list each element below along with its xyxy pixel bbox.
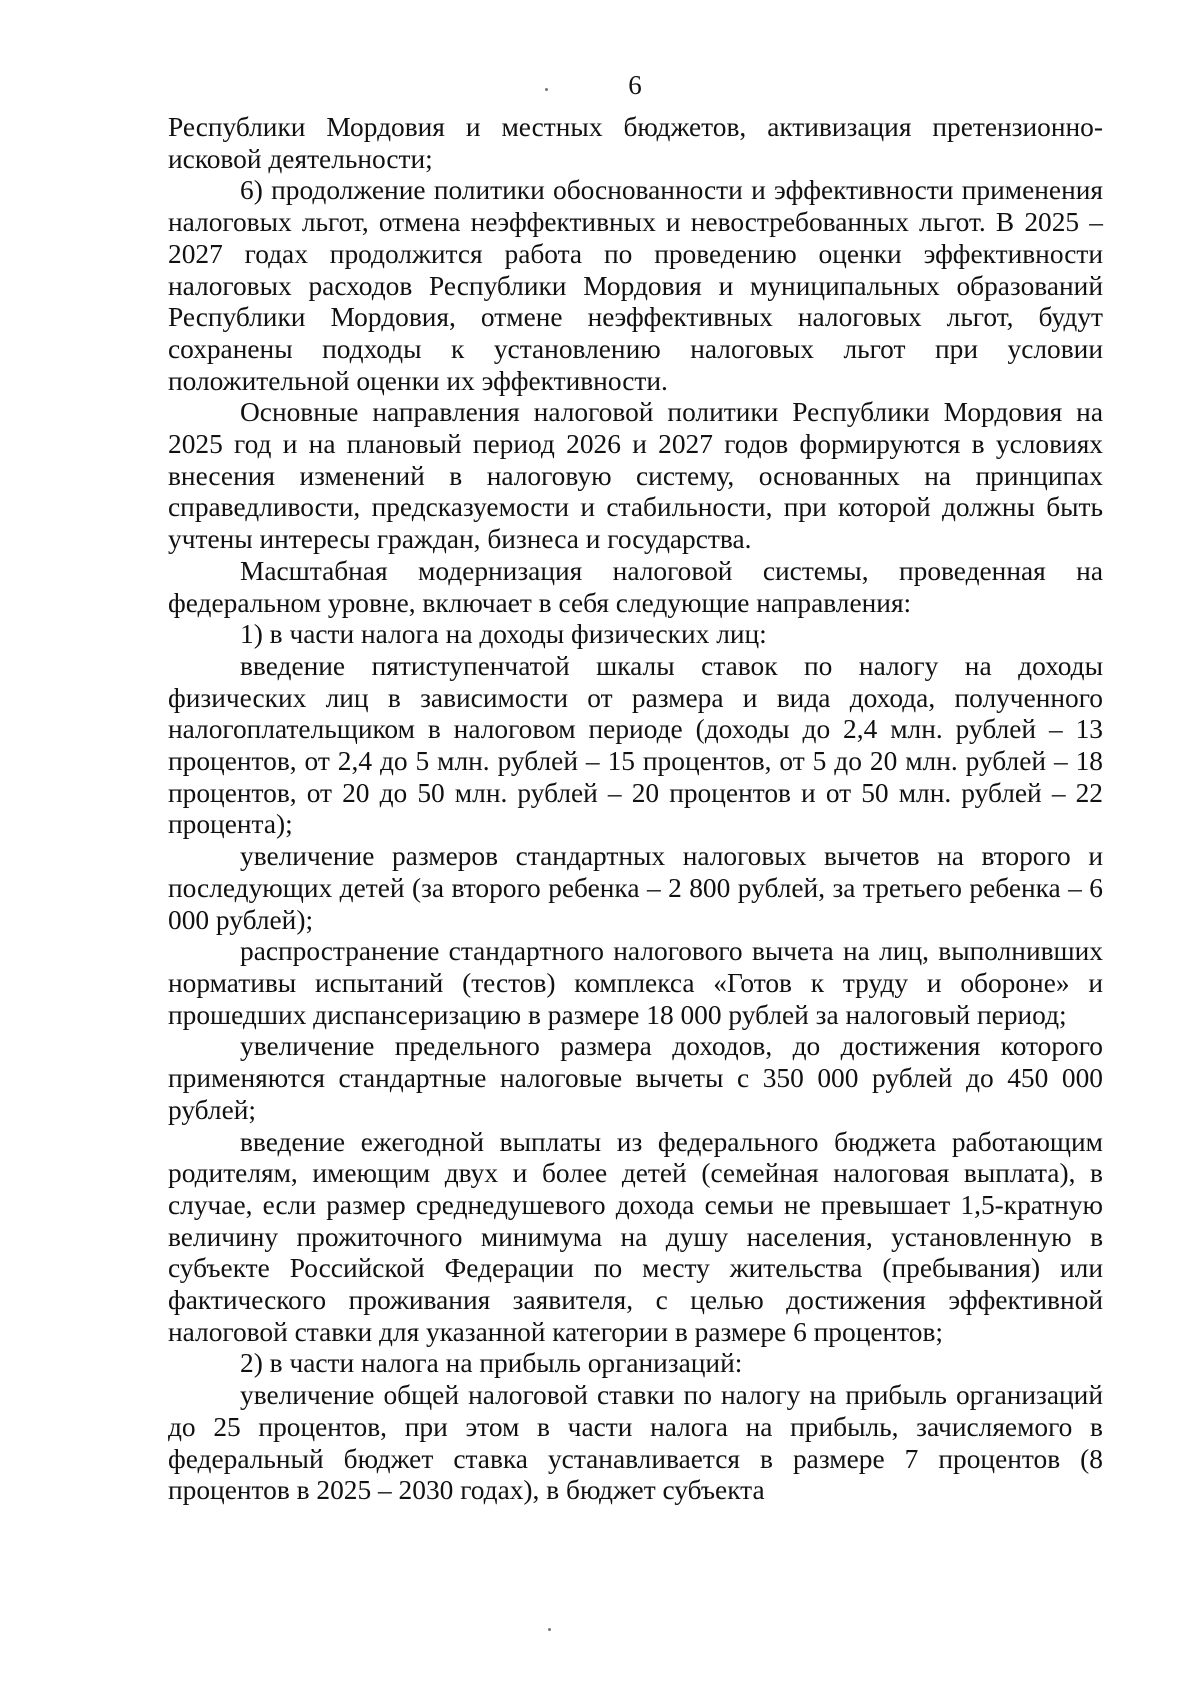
paragraph-ndfl-gto-deduction: распространение стандартного налогового вычета на лиц, выполнивших нормативы испытаний (тестов) комплекса «Готов к труду и обороне» и прошедших диспансеризацию в размере 18 000 рублей за налоговый период; xyxy=(168,936,1103,1030)
paragraph-item-6: 6) продолжение политики обоснованности и эффективности применения налоговых льгот, отмена неэффективных и невостребованных льгот. В 2025 – 2027 годах продолжится работа по проведению оценки эффективности налоговых расходов Республики Мордовия и муниципальных образований Республики Мордовия, отмене неэффективных налоговых льгот, будут сохранены подходы к установлению налоговых льгот при условии положительной оценки их эффективности. xyxy=(168,175,1103,396)
paragraph-profit-tax-rate: увеличение общей налоговой ставки по налогу на прибыль организаций до 25 процентов, при этом в части налога на прибыль, зачисляемого в федеральный бюджет ставка устанавливается в размере 7 процентов (8 процентов в 2025 – 2030 годах), в бюджет субъекта xyxy=(168,1380,1103,1506)
paragraph-ndfl-heading: 1) в части налога на доходы физических лиц: xyxy=(240,619,767,650)
scan-speck xyxy=(548,1628,551,1631)
paragraph-modernization: Масштабная модернизация налоговой системы, проведенная на федеральном уровне, включает в себя следующие направления: xyxy=(168,555,1103,618)
paragraph-profit-tax-heading: 2) в части налога на прибыль организаций: xyxy=(240,1348,743,1379)
scan-speck xyxy=(545,88,548,91)
paragraph-ndfl-income-limit: увеличение предельного размера доходов, до достижения которого применяются стандартные налоговые вычеты с 350 000 рублей до 450 000 рублей; xyxy=(168,1031,1103,1125)
page-number: 6 xyxy=(628,70,642,100)
paragraph-ndfl-child-deductions: увеличение размеров стандартных налоговых вычетов на второго и последующих детей (за второго ребенка – 2 800 рублей, за третьего ребенка – 6 000 рублей); xyxy=(168,841,1103,935)
document-body xyxy=(168,112,1103,1507)
paragraph-ndfl-scale: введение пятиступенчатой шкалы ставок по налогу на доходы физических лиц в зависимости от размера и вида дохода, полученного налогоплательщиком в налоговом периоде (доходы до 2,4 млн. рублей – 13 процентов, от 2,4 до 5 млн. рублей – 15 процентов, от 5 до 20 млн. рублей – 18 процентов, от 20 до 50 млн. рублей – 20 процентов и от 50 млн. рублей – 22 процента); xyxy=(168,650,1103,840)
paragraph-main-directions: Основные направления налоговой политики Республики Мордовия на 2025 год и на плановый период 2026 и 2027 годов формируются в условиях внесения изменений в налоговую систему, основанных на принципах справедливости, предсказуемости и стабильности, при которой должны быть учтены интересы граждан, бизнеса и государства. xyxy=(168,397,1103,555)
paragraph-continuation: Республики Мордовия и местных бюджетов, активизация претензионно-исковой деятельности; xyxy=(168,112,1103,174)
paragraph-ndfl-family-payment: введение ежегодной выплаты из федерального бюджета работающим родителям, имеющим двух и более детей (семейная налоговая выплата), в случае, если размер среднедушевого дохода семьи не превышает 1,5-кратную величину прожиточного минимума на душу населения, установленную в субъекте Российской Федерации по месту жительства (пребывания) или фактического проживания заявителя, с целью достижения эффективной налоговой ставки для указанной категории в размере 6 процентов; xyxy=(168,1126,1103,1347)
